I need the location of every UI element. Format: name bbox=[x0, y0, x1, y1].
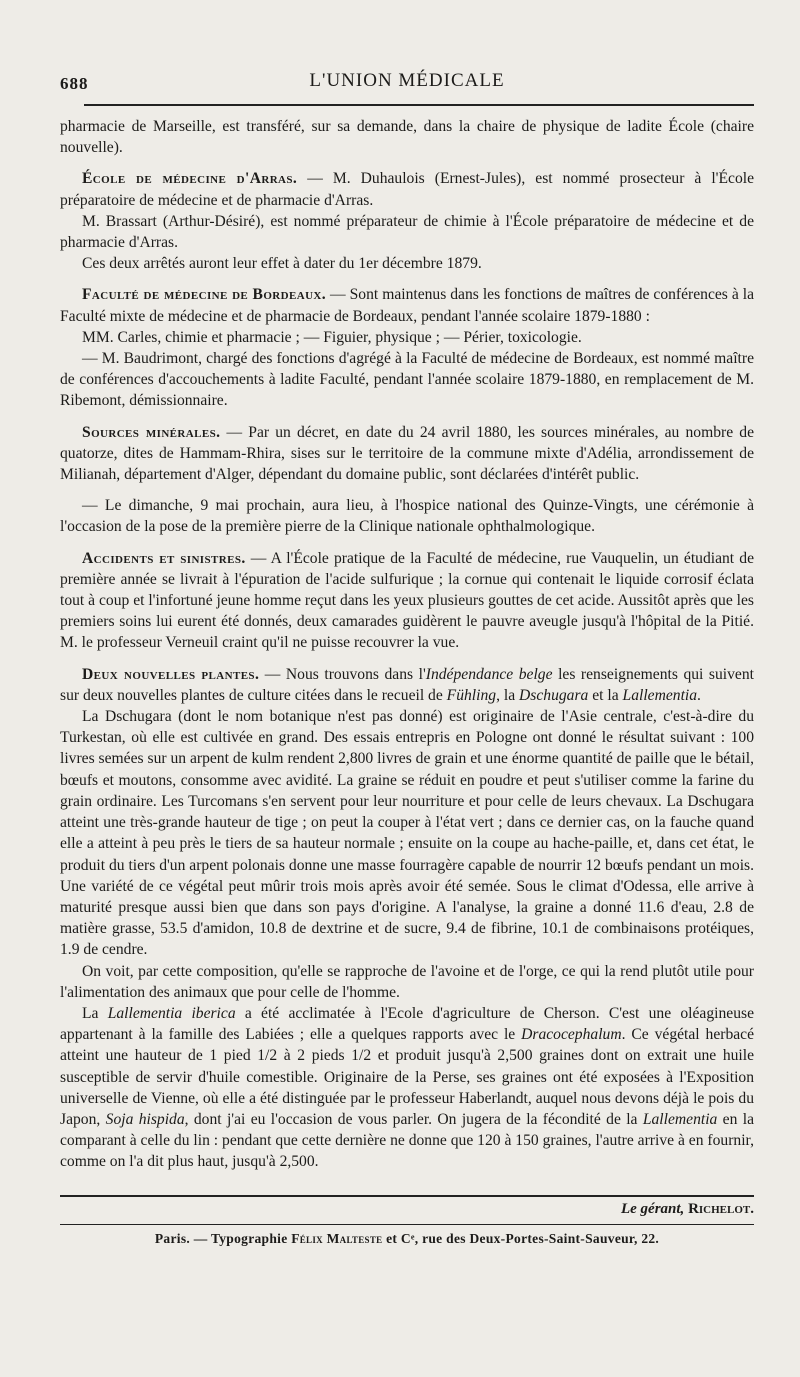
header-rule bbox=[84, 104, 754, 106]
paragraph-text: — Sont maintenus dans les fonctions de maîtres de conférences à la Faculté mixte de médecine et de pharmacie de Bordeaux, pendant l'année scolaire 1879-1880 : bbox=[60, 286, 754, 325]
journal-title: L'UNION MÉDICALE bbox=[309, 70, 505, 91]
paragraph-dschugara: La Dschugara (dont le nom botanique n'est pas donné) est originaire de l'Asie centrale, c'est-à-dire du Turkestan, où elle est cultivée en grand. Des essais entrepris en Pologne ont donné le résultat suivant : 100 livres semées sur un arpent de kulm rendent 2,800 livres de grain et une énorme quantité de paille que le bétail, bœufs et moutons, consomme avec avidité. La graine se réduit en poudre et peut s'utiliser comme la farine du grain ordinaire. Les Turcomans s'en servent pour leur nourriture et pour celle de leurs chevaux. La Dschugara atteint une très-grande hauteur de tige ; on peut la couper à l'état vert ; dans ce dernier cas, on la fauche quand elle a atteint à peu près le tiers de sa hauteur normale ; ensuite on la coupe au hache-paille, et, dans cet état, le produit du tiers d'un arpent polonais donne une masse fourragère capable de nourrir 12 bœufs pendant un mois. Une variété de ce végétal peut mûrir trois mois après avoir été semée. Sous le climat d'Odessa, elle arrive à maturité presque aussi bien que dans son pays d'origine. A l'analyse, la graine a donné 11.6 d'eau, 2.8 de matière grasse, 53.5 d'amidon, 10.8 de dextrine et de sucre, 9.4 de fibrine, 10.1 de combinaisons protéiques, 1.9 de cendre. bbox=[60, 708, 754, 959]
paragraph-maitres: MM. Carles, chimie et pharmacie ; — Figuier, physique ; — Périer, toxicologie. bbox=[82, 328, 582, 346]
paragraph-arras bbox=[60, 168, 754, 210]
paragraph-plantes: Deux nouvelles plantes. — Nous trouvons dans l'Indépendance belge les renseignements qui suivent sur deux nouvelles plantes de culture citées dans le recueil de Fühling, la Dschugara et la Lallementia. bbox=[60, 665, 754, 704]
paragraph-sources bbox=[60, 422, 754, 486]
printer-name: Félix Malteste bbox=[291, 1230, 383, 1246]
paragraph-text: — M. Duhaulois (Ernest-Jules), est nommé prosecteur à l'École préparatoire de médecine et de pharmacie d'Arras. bbox=[60, 170, 754, 209]
paragraph-accidents bbox=[60, 548, 754, 654]
section-heading: Accidents et sinistres. bbox=[82, 549, 246, 567]
paragraph-text: — A l'École pratique de la Faculté de médecine, rue Vauquelin, un étudiant de première année se livrait à l'épuration de l'acide sulfurique ; la cornue qui contenait le liquide corrosif éclata tout à coup et l'infortuné jeune homme reçut dans les yeux plusieurs gouttes de cet acide. Aussitôt après que les premiers soins lui eurent été donnés, deux camarades guidèrent le pauvre aveugle jusqu'à l'hôpital de la Pitié. M. le professeur Verneuil craint qu'il ne puisse recouvrer la vue. bbox=[60, 549, 754, 652]
paragraph-brassart: M. Brassart (Arthur-Désiré), est nommé préparateur de chimie à l'École préparatoire de médecine et de pharmacie d'Arras. bbox=[60, 212, 754, 252]
section-heading: École de médecine d'Arras. bbox=[82, 170, 298, 188]
paragraph-text: — Par un décret, en date du 24 avril 1880, les sources minérales, au nombre de quatorze, dites de Hammam-Rhira, sises sur le territoire de la commune mixte d'Adélia, arrondissement de Milianah, département d'Alger, dépendant du domaine public, sont déclarées d'intérêt public. bbox=[60, 423, 754, 484]
printer-imprint: Paris. — Typographie Félix Malteste et Cᵉ, rue des Deux-Portes-Saint-Sauveur, 22. bbox=[154, 1230, 660, 1246]
signature-line bbox=[60, 1195, 754, 1218]
paragraph-bordeaux bbox=[60, 284, 754, 326]
paragraph-arretes: Ces deux arrêtés auront leur effet à dater du 1er décembre 1879. bbox=[82, 255, 482, 273]
paragraph-quinze-vingts: — Le dimanche, 9 mai prochain, aura lieu, à l'hospice national des Quinze-Vingts, une cérémonie à l'occasion de la pose de la première pierre de la Clinique nationale ophthalmologique. bbox=[60, 497, 754, 536]
paragraph-composition: On voit, par cette composition, qu'elle se rapproche de l'avoine et de l'orge, ce qui la rend plutôt utile pour l'alimentation des animaux que pour celle de l'homme. bbox=[60, 962, 754, 1001]
paragraph-baudrimont: — M. Baudrimont, chargé des fonctions d'agrégé à la Faculté de médecine de Bordeaux, est nommé maître de conférences d'accouchements à ladite Faculté, pendant l'année scolaire 1879-1880, en remplacement de M. Ribemont, démissionnaire. bbox=[60, 350, 754, 410]
section-heading: Faculté de médecine de Bordeaux. bbox=[82, 286, 327, 304]
section-heading: Deux nouvelles plantes. bbox=[82, 665, 260, 683]
paragraph-marseille: pharmacie de Marseille, est transféré, sur sa demande, dans la chaire de physique de ladite École (chaire nouvelle). bbox=[60, 118, 754, 157]
page-number: 688 bbox=[60, 74, 89, 93]
signature-name: Richelot. bbox=[688, 1200, 754, 1217]
footer-rule bbox=[60, 1224, 754, 1225]
signature-label: Le gérant, bbox=[620, 1200, 685, 1217]
article-body bbox=[60, 116, 754, 1173]
section-heading: Sources minérales. bbox=[82, 423, 221, 441]
paragraph-lallementia: La Lallementia iberica a été acclimatée à l'Ecole d'agriculture de Cherson. C'est une oléagineuse appartenant à la famille des Labiées ; elle a quelques rapports avec le Dracocephalum. Ce végétal herbacé atteint une hauteur de 1 pied 1/2 à 2 pieds 1/2 et produit jusqu'à 2,500 graines dont on extrait une huile susceptible de servir d'huile comestible. Originaire de la Perse, ses graines ont été exposées à l'Exposition universelle de Vienne, où elle a été distinguée par le professeur Haberlandt, auquel nous devons déjà le pois du Japon, Soja hispida, dont j'ai eu l'occasion de vous parler. On jugera de la fécondité de la Lallementia en la comparant à celle du lin : pendant que cette dernière ne donne que 120 à 150 graines, l'autre arrive à en fournir, comme on l'a dit plus haut, jusqu'à 2,500. bbox=[60, 1004, 755, 1171]
running-head bbox=[60, 68, 754, 96]
